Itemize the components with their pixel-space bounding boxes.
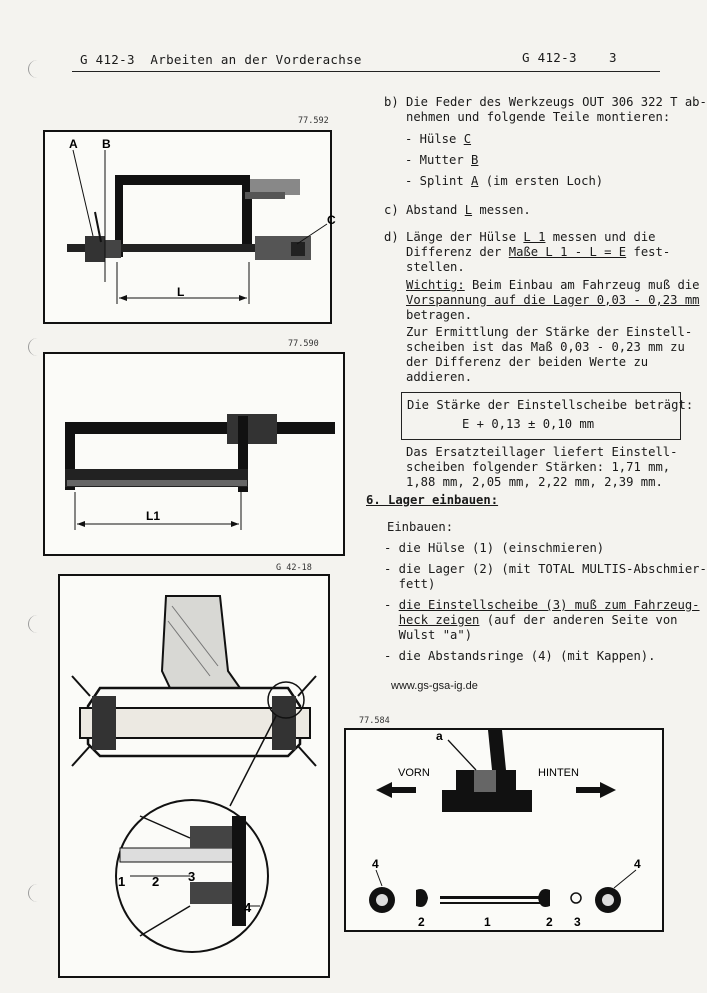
item-text: - Hülse bbox=[405, 132, 464, 146]
step-b-line2: nehmen und folgende Teile montieren: bbox=[384, 110, 671, 124]
figure-number: 77.592 bbox=[298, 116, 329, 126]
label-4-left: 4 bbox=[372, 857, 379, 871]
item-ref: A bbox=[471, 174, 479, 188]
item-ref: B bbox=[471, 153, 479, 167]
spare-parts-line2: scheiben folgender Stärken: 1,71 mm, bbox=[406, 460, 671, 474]
header-title: G 412-3 Arbeiten an der Vorderachse bbox=[80, 52, 362, 67]
formula-box bbox=[401, 392, 694, 440]
section-item-bearing-l1: - die Lager (2) (mit TOTAL MULTIS-Abschmier- bbox=[384, 562, 707, 576]
step-d-formula: Maße L 1 - L = E bbox=[508, 245, 627, 259]
figure-bearing-section bbox=[58, 574, 330, 978]
step-d-line2 bbox=[384, 245, 670, 261]
item-suffix: (im ersten Loch) bbox=[478, 174, 604, 188]
figure-parts-order bbox=[344, 728, 664, 932]
bearing-section-illustration bbox=[60, 576, 328, 976]
figure-number: G 42-18 bbox=[276, 563, 312, 573]
spare-parts-line1: Das Ersatzteillager liefert Einstell- bbox=[406, 445, 678, 459]
parts-order-illustration bbox=[346, 730, 662, 930]
label-2: 2 bbox=[152, 874, 160, 889]
label-2-right: 2 bbox=[546, 915, 553, 929]
step-b-item-nut bbox=[405, 153, 478, 169]
step-d-text: d) Länge der Hülse bbox=[384, 230, 524, 244]
spare-parts-line3: 1,88 mm, 2,05 mm, 2,22 mm, 2,39 mm. bbox=[406, 475, 663, 489]
label-B: B bbox=[102, 137, 111, 151]
label-3: 3 bbox=[188, 869, 196, 884]
figure-tool-measure-L bbox=[43, 130, 336, 324]
website-url: www.gs-gsa-ig.de bbox=[391, 680, 478, 692]
shim-rest: (auf der anderen Seite von bbox=[479, 613, 678, 627]
label-1: 1 bbox=[118, 874, 126, 889]
step-c bbox=[384, 203, 531, 219]
section-item-shim-l1 bbox=[384, 598, 700, 614]
section-subtitle: Einbauen: bbox=[387, 520, 454, 534]
label-3: 3 bbox=[574, 915, 581, 929]
step-b-line1: b) Die Feder des Werkzeugs OUT 306 322 T ab- bbox=[384, 95, 707, 109]
figure-number: 77.590 bbox=[288, 339, 319, 349]
important-label: Wichtig: bbox=[406, 278, 465, 292]
punch-mark-lower bbox=[28, 615, 47, 633]
section-title: 6. Lager einbauen: bbox=[366, 493, 499, 507]
label-vorn: VORN bbox=[398, 767, 430, 779]
label-2-left: 2 bbox=[418, 915, 425, 929]
calc-note-line1: Zur Ermittlung der Stärke der Einstell- bbox=[406, 325, 693, 339]
punch-mark-bottom bbox=[28, 884, 47, 902]
label-A: A bbox=[69, 137, 78, 151]
important-note-line1 bbox=[406, 278, 700, 294]
label-a: a bbox=[436, 729, 443, 743]
step-c-ref: L bbox=[464, 203, 473, 217]
section-item-rings: - die Abstandsringe (4) (mit Kappen). bbox=[384, 649, 656, 663]
calc-note-line3: der Differenz der beiden Werte zu bbox=[406, 355, 649, 369]
figure-number: 77.584 bbox=[359, 716, 390, 726]
important-note-line3: betragen. bbox=[406, 308, 473, 322]
page-number: 3 bbox=[609, 50, 617, 65]
label-L1: L1 bbox=[146, 509, 161, 523]
label-1: 1 bbox=[484, 915, 491, 929]
step-d-text: Differenz der bbox=[384, 245, 509, 259]
step-d-line1 bbox=[384, 230, 656, 246]
important-note-line2: Vorspannung auf die Lager 0,03 - 0,23 mm bbox=[406, 293, 700, 307]
section-item-sleeve: - die Hülse (1) (einschmieren) bbox=[384, 541, 605, 555]
item-ref: C bbox=[463, 132, 472, 146]
punch-mark-top bbox=[28, 60, 47, 78]
step-d-suffix: fest- bbox=[626, 245, 671, 259]
shim-text: heck zeigen bbox=[398, 613, 480, 627]
shim-text: die Einstellscheibe (3) muß zum Fahrzeug- bbox=[398, 598, 700, 612]
label-C: C bbox=[327, 213, 336, 227]
calc-note-line2: scheiben ist das Maß 0,03 - 0,23 mm zu bbox=[406, 340, 685, 354]
sleeve-illustration bbox=[45, 354, 343, 554]
figure-sleeve-measure-L1 bbox=[43, 352, 345, 556]
formula-box-line2: E + 0,13 ± 0,10 mm bbox=[462, 417, 595, 431]
label-4-right: 4 bbox=[634, 857, 641, 871]
step-c-suffix: messen. bbox=[472, 203, 531, 217]
header-code: G 412-3 bbox=[522, 50, 577, 65]
dash: - bbox=[384, 598, 399, 612]
step-d-suffix: messen und die bbox=[545, 230, 656, 244]
step-b-item-pin bbox=[405, 174, 603, 190]
item-text: - Splint bbox=[405, 174, 472, 188]
label-4: 4 bbox=[244, 900, 252, 915]
step-c-text: c) Abstand bbox=[384, 203, 465, 217]
label-L: L bbox=[177, 285, 185, 299]
step-d-line3: stellen. bbox=[384, 260, 465, 274]
section-item-shim-l2 bbox=[384, 613, 678, 629]
label-hinten: HINTEN bbox=[538, 767, 579, 779]
important-text: Beim Einbau am Fahrzeug muß die bbox=[464, 278, 700, 292]
section-item-bearing-l2: fett) bbox=[384, 577, 436, 591]
indent bbox=[384, 613, 399, 627]
section-item-shim-l3: Wulst "a") bbox=[384, 628, 473, 642]
step-b-item-sleeve bbox=[405, 132, 471, 148]
step-d-ref: L 1 bbox=[523, 230, 546, 244]
tool-illustration bbox=[45, 132, 336, 322]
calc-note-line4: addieren. bbox=[406, 370, 473, 384]
formula-box-line1: Die Stärke der Einstellscheibe beträgt: bbox=[407, 398, 694, 412]
item-text: - Mutter bbox=[405, 153, 472, 167]
header-rule bbox=[72, 71, 660, 72]
